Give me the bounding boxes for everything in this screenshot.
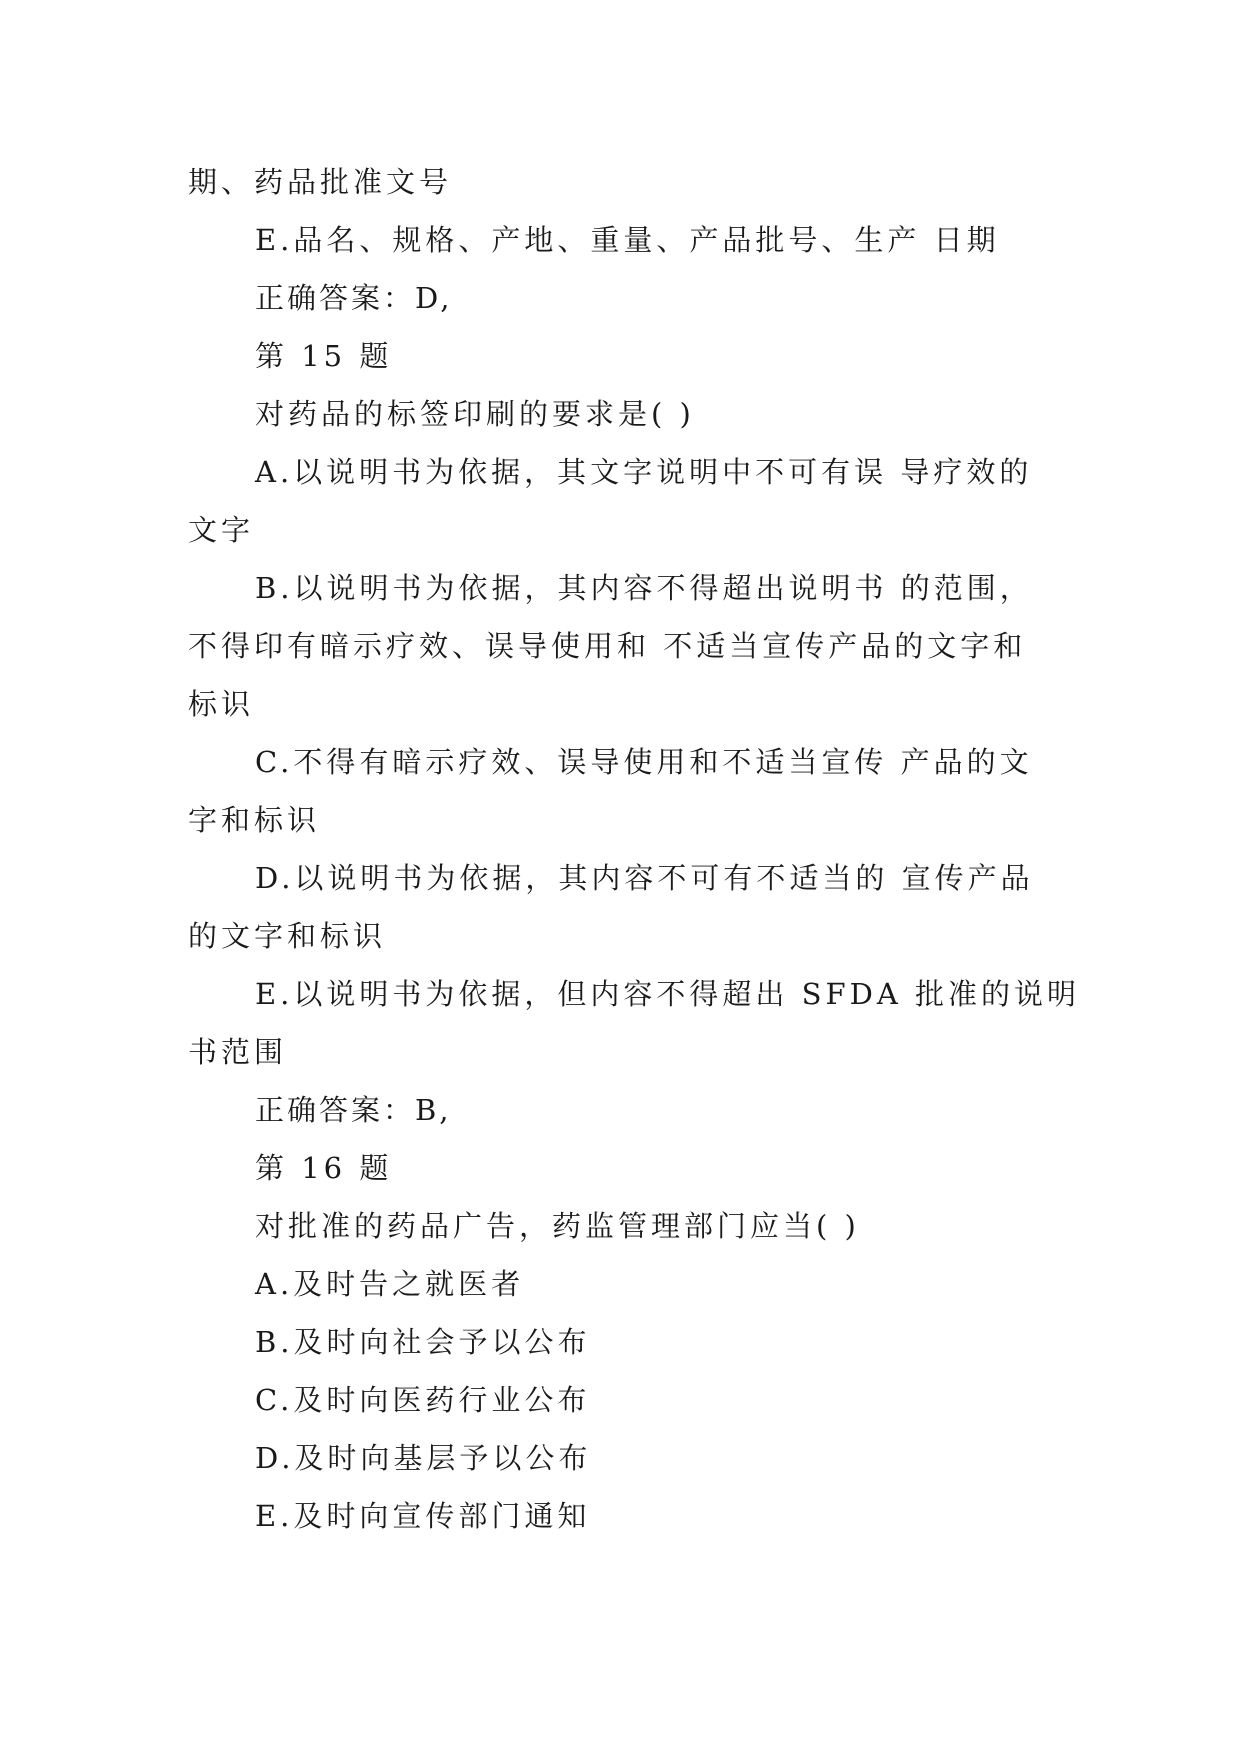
option-a: A.及时告之就医者 <box>255 1267 525 1301</box>
option-e-wrap: 书范围 <box>188 1035 288 1069</box>
option-b: B.以说明书为依据，其内容不得超出说明书 的范围， <box>255 571 1033 605</box>
option-e: E.及时向宣传部门通知 <box>255 1499 591 1533</box>
question-stem: 对药品的标签印刷的要求是( ) <box>255 397 695 431</box>
question-number: 第 15 题 <box>255 339 393 373</box>
option-d: D.及时向基层予以公布 <box>255 1441 592 1475</box>
option-d-wrap: 的文字和标识 <box>188 919 387 953</box>
option-b-wrap: 不得印有暗示疗效、误导使用和 不适当宣传产品的文字和 <box>188 629 1027 663</box>
option-c: C.及时向医药行业公布 <box>255 1383 591 1417</box>
answer-line: 正确答案：D, <box>255 281 453 315</box>
answer-line: 正确答案：B, <box>255 1093 452 1127</box>
option-d: D.以说明书为依据，其内容不可有不适当的 宣传产品 <box>255 861 1034 895</box>
text-line-continuation: 期、药品批准文号 <box>188 165 453 199</box>
question-stem: 对批准的药品广告，药监管理部门应当( ) <box>255 1209 860 1243</box>
option-e: E.品名、规格、产地、重量、产品批号、生产 日期 <box>255 223 1000 257</box>
option-c-wrap: 字和标识 <box>188 803 321 837</box>
option-c: C.不得有暗示疗效、误导使用和不适当宣传 产品的文 <box>255 745 1033 779</box>
option-e: E.以说明书为依据，但内容不得超出 SFDA 批准的说明 <box>255 977 1081 1011</box>
question-number: 第 16 题 <box>255 1151 393 1185</box>
option-a-wrap: 文字 <box>188 513 255 547</box>
option-b: B.及时向社会予以公布 <box>255 1325 591 1359</box>
option-a: A.以说明书为依据，其文字说明中不可有误 导疗效的 <box>255 455 1033 489</box>
option-b-wrap: 标识 <box>188 687 255 721</box>
